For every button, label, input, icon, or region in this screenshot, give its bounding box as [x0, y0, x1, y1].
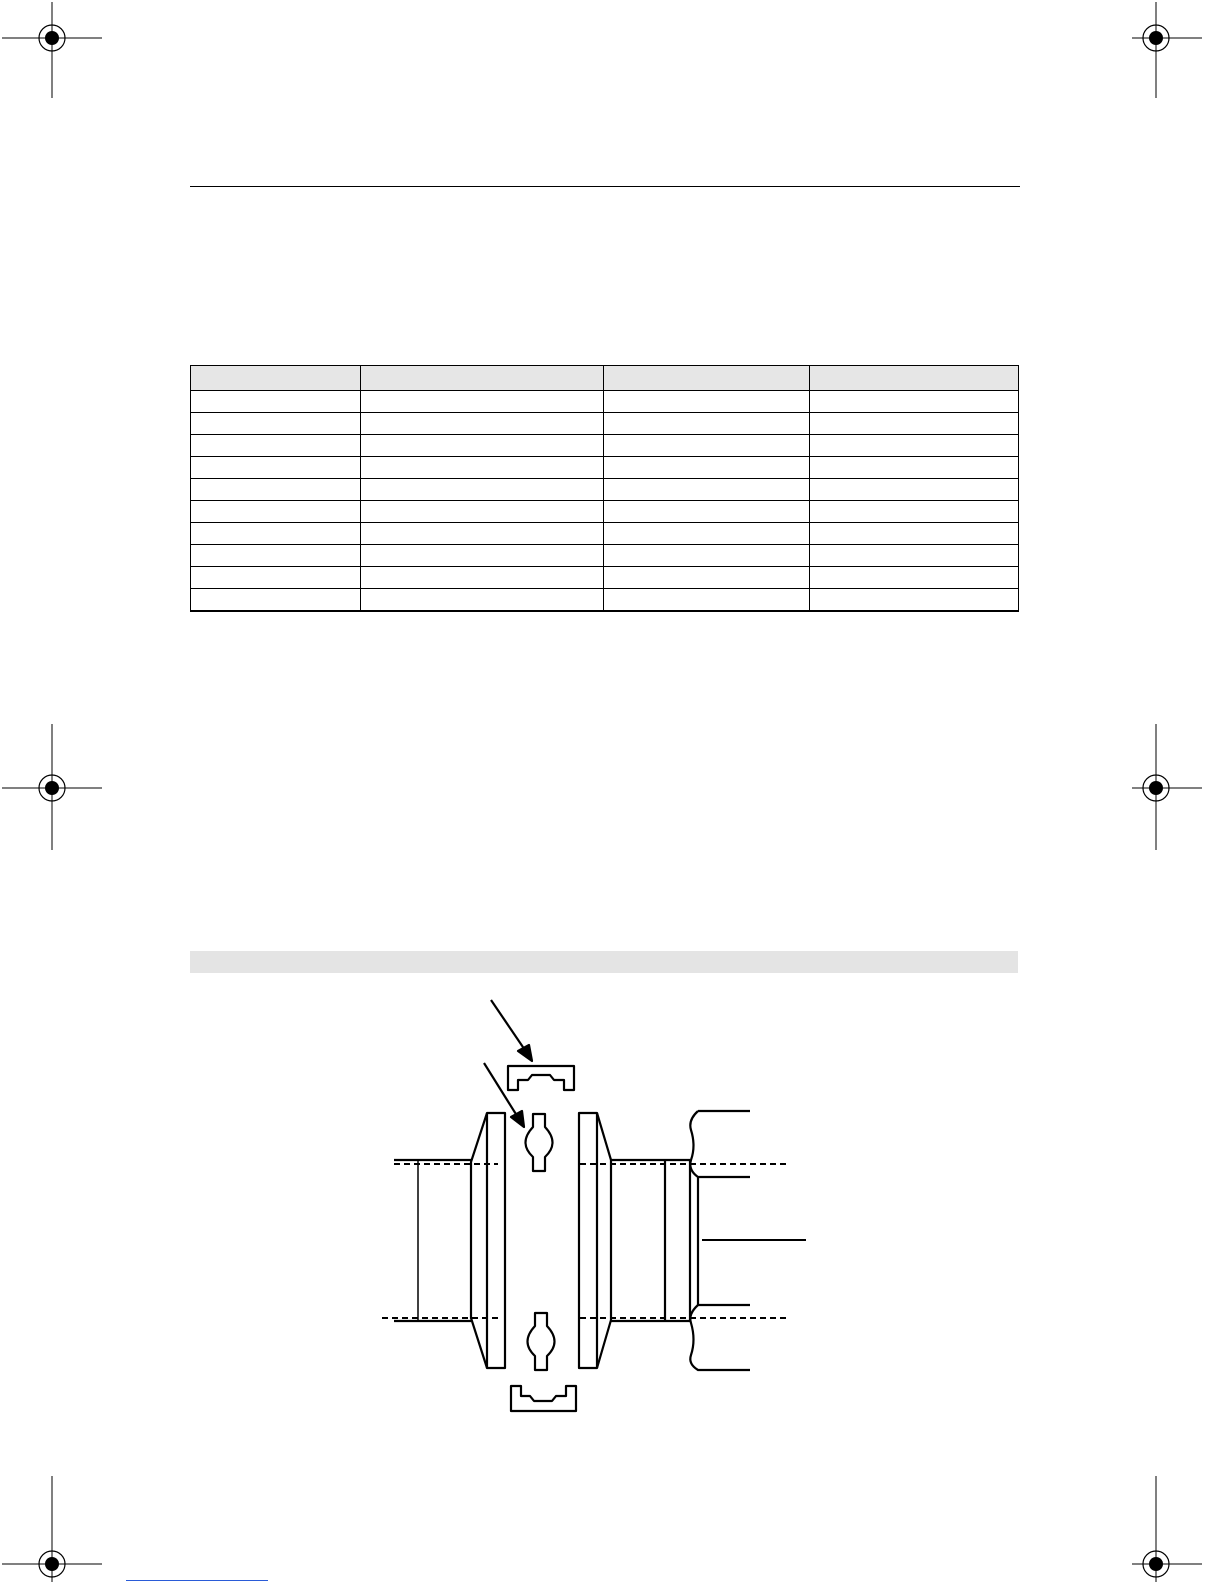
- table-cell: [191, 567, 361, 589]
- table-cell: [191, 501, 361, 523]
- clamp-pointer-arrow: [491, 1000, 532, 1061]
- table-row: [191, 589, 1019, 612]
- top-clamp-half: [508, 1066, 574, 1090]
- registration-mark-mid-right-icon: [1106, 724, 1206, 854]
- table-cell: [361, 391, 604, 413]
- table-row: [191, 523, 1019, 545]
- table-cell: [604, 413, 810, 435]
- table-cell: [604, 457, 810, 479]
- table-cell: [191, 545, 361, 567]
- table-cell: [810, 391, 1019, 413]
- table-cell: [361, 545, 604, 567]
- table-row: [191, 479, 1019, 501]
- table-cell: [810, 545, 1019, 567]
- table-cell: [604, 479, 810, 501]
- table-header-cell: [191, 366, 361, 391]
- table-row: [191, 545, 1019, 567]
- registration-mark-bottom-left-icon: [2, 1476, 102, 1582]
- left-tube-section: [394, 1160, 471, 1321]
- table-row: [191, 391, 1019, 413]
- table-cell: [810, 567, 1019, 589]
- gasket-bottom-section: [528, 1313, 555, 1370]
- bottom-clamp-half: [511, 1386, 576, 1411]
- table-cell: [810, 479, 1019, 501]
- table-cell: [604, 391, 810, 413]
- table-cell: [361, 435, 604, 457]
- registration-mark-top-right-icon: [1106, 2, 1206, 102]
- flange-assembly-diagram: [370, 990, 820, 1430]
- table-cell: [810, 501, 1019, 523]
- table-cell: [604, 567, 810, 589]
- table-cell: [361, 523, 604, 545]
- table-header-row: [191, 366, 1019, 391]
- table-row: [191, 457, 1019, 479]
- gasket-top-section: [526, 1114, 553, 1171]
- registration-mark-top-left-icon: [2, 2, 102, 102]
- table-row: [191, 567, 1019, 589]
- table-cell: [604, 545, 810, 567]
- table-cell: [191, 589, 361, 612]
- table-row: [191, 413, 1019, 435]
- table-cell: [810, 457, 1019, 479]
- figure-title-bar: [190, 951, 1018, 973]
- table-cell: [810, 413, 1019, 435]
- table-cell: [361, 457, 604, 479]
- table-header-cell: [604, 366, 810, 391]
- table-cell: [604, 523, 810, 545]
- table-cell: [810, 589, 1019, 612]
- table-row: [191, 501, 1019, 523]
- registration-mark-mid-left-icon: [2, 724, 102, 854]
- table-cell: [361, 501, 604, 523]
- registration-mark-bottom-right-icon: [1106, 1476, 1206, 1582]
- table-cell: [191, 457, 361, 479]
- right-ferrule-flange: [579, 1113, 611, 1368]
- footer-link-underline[interactable]: [126, 1580, 268, 1581]
- table-cell: [604, 589, 810, 612]
- spec-table: [190, 365, 1019, 612]
- table-cell: [191, 435, 361, 457]
- table-cell: [361, 589, 604, 612]
- header-divider: [190, 186, 1020, 187]
- table-cell: [361, 567, 604, 589]
- table-cell: [191, 523, 361, 545]
- table-cell: [810, 435, 1019, 457]
- table-cell: [361, 413, 604, 435]
- table-row: [191, 435, 1019, 457]
- table-header-cell: [361, 366, 604, 391]
- table-cell: [604, 501, 810, 523]
- table-cell: [361, 479, 604, 501]
- right-tube-section: [611, 1160, 690, 1321]
- table-cell: [191, 413, 361, 435]
- table-cell: [191, 479, 361, 501]
- table-header-cell: [810, 366, 1019, 391]
- table-cell: [810, 523, 1019, 545]
- table-cell: [191, 391, 361, 413]
- table-cell: [604, 435, 810, 457]
